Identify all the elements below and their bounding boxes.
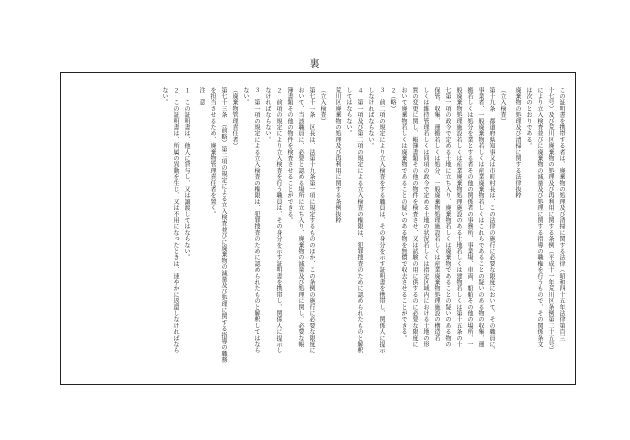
text-line: ３ 前二項の規定により立入検査をする職員は、その身分を示す証明書を携帯し、関係人に提示 xyxy=(378,87,385,354)
text-line: 搬若しくは処分を業とする者その他の関係者の事務所、事業場、車両、船舶その他の場所、一 xyxy=(466,87,473,348)
text-line: ない。 xyxy=(242,87,249,106)
text-line: により立入検査並びに廃棄物の減量及び処理に関する指導の職権を行うもので、その関係条文 xyxy=(536,87,543,348)
text-line: （立入検査） xyxy=(499,87,506,125)
text-line: 般廃棄物処理施設若しくは産業廃棄物処理施設のある土地若しくは建物若しくは第十五条の十 xyxy=(455,87,462,348)
text-line: 第七十三条 （前略）第二項の規定による立入検査並びに廃棄物の減量及び処理に関する指導の職務 xyxy=(220,87,227,363)
text-line: 七第一項の政令で定める土地に立ち入り、廃棄物若しくは廃棄物であることの疑いのある物の xyxy=(444,87,451,348)
document-frame xyxy=(60,72,576,385)
text-line: ３ 第一項の規定による立入検査の権限は、犯罪捜査のために認められたものと解釈してはなら xyxy=(253,87,260,354)
text-line: しなければならない。 xyxy=(367,87,374,149)
text-line: ２（略） xyxy=(389,87,396,112)
text-line: （立入検査） xyxy=(319,87,326,125)
text-line: ない。 xyxy=(161,87,168,106)
text-line: なければならない。 xyxy=(264,87,271,143)
page-heading: 裏 xyxy=(309,59,321,70)
text-line: 保管、収集、運搬若しくは処分、一般廃棄物処理施設若しくは産業廃棄物処理施設の構造若 xyxy=(433,87,440,342)
text-line: 第十九条 都道府県知事又は市町村長は、この法律の施行に必要な限度において、その職員に、 xyxy=(488,87,495,354)
text-line: ２ この証明書は、所属の異動を生じ、又は不用になったときは、速やかに返還しなければなら xyxy=(172,87,179,354)
text-line: ２ 前項の規定により立入検査を行う職員は、その身分を示す証明書を携帯し、関係人に提示し xyxy=(275,87,282,354)
text-line: 事業者、一般廃棄物若しくは産業廃棄物若しくはこれらであることの疑いのある物の収集、運 xyxy=(477,87,484,348)
text-line: （廃棄物管理責任者） xyxy=(231,87,238,149)
text-line: 第七十一条 区長は、法第十九条第一項に規定するもののほか、この条例の施行に必要な限度に xyxy=(308,87,315,354)
text-line: は次のとおりである。 xyxy=(525,87,532,149)
text-line: おいて廃棄物若しくは廃棄物であることの疑いのある物を無償で収去させることができる。 xyxy=(400,87,407,342)
section-heading: 廃棄物の処理及び清掃に関する法律抜粋 xyxy=(514,87,521,199)
text-line: してはならない。 xyxy=(345,87,352,137)
text-line: この証明書を携帯する者は、廃棄物の処理及び清掃に関する法律（昭和四十五年法律第百三 xyxy=(558,87,565,342)
certificate-text xyxy=(159,87,567,375)
text-line: 質の変更に関し、帳簿書類その他の物件を検査させ、又は試験の用に供するのに必要な限度に xyxy=(411,87,418,348)
text-line: 簿書類その他の物件を検査させることができる。 xyxy=(286,87,293,224)
section-heading: 荒川区廃棄物の処理及び再利用に関する条例抜粋 xyxy=(334,87,341,224)
text-line: １ この証明書は、他人に貸与し、又は譲渡してはならない。 xyxy=(183,87,190,261)
text-line: 十七号）及び荒川区廃棄物の処理及び再利用に関する条例（平成十一年荒川区条例第二十五号） xyxy=(547,87,554,354)
text-line: しくは維持管理若しくは同項の政令で定める土地の状況若しくは指定区域内における土地の形 xyxy=(422,87,429,348)
text-line: ４ 第一項及び第二項の規定による立入検査の権限は、犯罪捜査のために認められたものと解釈 xyxy=(356,87,363,354)
notes-heading: 注 意 xyxy=(198,87,205,106)
text-line: おいて、当該職員に、必要と認める場所に立ち入り、廃棄物の減量及び処理に関し、必要な帳 xyxy=(297,87,304,348)
text-line: を担当させるため、廃棄物管理責任者を置く。 xyxy=(209,87,216,218)
